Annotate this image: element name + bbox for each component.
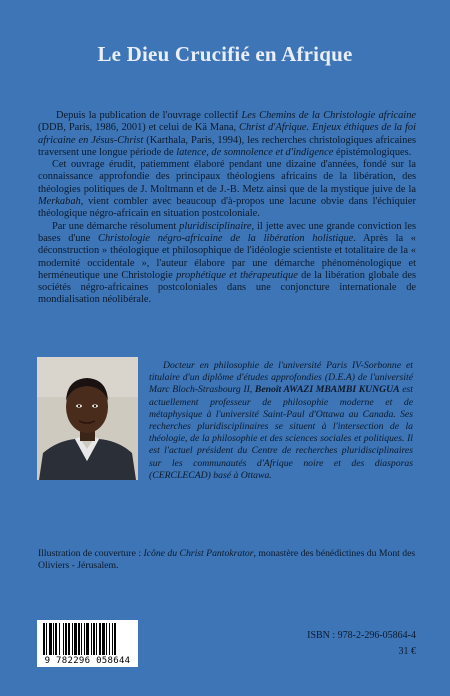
paragraph-1 [38, 110, 416, 159]
barcode-bar [106, 623, 107, 655]
text-run: Merkabah [38, 196, 81, 208]
barcode-bar [49, 623, 52, 655]
text-run: pluridisciplinaire [179, 220, 252, 232]
text-run: (DDB, Paris, 1986, 2001) et celui de Kä Mana, [38, 122, 240, 134]
paragraph-2 [38, 159, 416, 220]
paragraph-3 [38, 221, 416, 307]
text-run: Christ d'Afrique. Enjeux éthiques de la foi africaine en Jésus-Christ [38, 122, 416, 146]
text-run: latence, de somnolence et d'indigence [176, 146, 334, 158]
barcode-bar [114, 623, 116, 655]
text-run: Par une démarche résolument [52, 220, 180, 232]
text-run: épistémologiques. [333, 146, 412, 158]
barcode-bar [72, 623, 73, 655]
barcode-bar [99, 623, 101, 655]
barcode-bar [78, 623, 80, 655]
barcode-bar [46, 623, 47, 655]
text-run: Benoît AWAZI MBAMBI KUNGUA [254, 384, 400, 396]
text-run: prophétique et thérapeutique [176, 269, 298, 281]
back-cover-text [38, 110, 416, 307]
text-run: Les Chemins de la Christologie africaine [241, 110, 416, 121]
barcode-bar [68, 623, 70, 655]
barcode-bar [109, 623, 110, 655]
barcode-bar [59, 623, 60, 655]
text-run: Christologie négro-africaine de la libération holistique [98, 232, 354, 244]
author-photo [37, 357, 138, 480]
text-run: , vient combler avec beaucoup d'à-propos une lacune obvie dans l'échiquier théologique négro-africain en situation postcoloniale. [38, 196, 416, 220]
barcode-bar [96, 623, 97, 655]
text-run: (Karthala, Paris, 1994), les recherches christologiques africaines traversent une longue période de [38, 134, 416, 158]
barcode-bar [84, 623, 85, 655]
text-run: Depuis la publication de l'ouvrage collectif [56, 110, 242, 121]
isbn: ISBN : 978-2-296-05864-4 [307, 630, 416, 641]
barcode-bar [53, 623, 54, 655]
author-bio [149, 360, 413, 482]
text-run: . Après la « déconstruction » théologique et philosophique de l'idéologie scientiste et totalitaire de la « modernité occidentale », l'auteur élabore par une démarche phénoménologique et herméneutique une Christologie [38, 232, 416, 281]
barcode-bar [65, 623, 67, 655]
text-run: , il jette avec une grande conviction les bases d'une [38, 220, 416, 244]
cover-credit [38, 548, 418, 572]
barcode-bar [55, 623, 57, 655]
text-run: de la libération globale des sociétés négro-africaines postcoloniales dans une conjoncture internationale de mondialisation néolibérale. [38, 269, 417, 306]
barcode-bar [91, 623, 92, 655]
barcode-bar [63, 623, 64, 655]
barcode-bar [74, 623, 77, 655]
barcode-bar [102, 623, 105, 655]
credit-label: Illustration de couverture : [38, 548, 144, 559]
text-run: Cet ouvrage érudit, patiemment élaboré pendant une dizaine d'années, fondé sur la connaissance approfondie des principaux théologiens africains de la libération, des théologies politiques de J. Moltmann et de J.-B. Metz ainsi que de la mystique juive de la [38, 159, 416, 195]
text-run: Docteur en philosophie de l'université Paris IV-Sorbonne et titulaire d'un diplôme d'études approfondies (D.E.A) de l'université Marc Bloch-Strasbourg II, [149, 360, 413, 396]
barcode-bars [41, 623, 134, 657]
barcode-bar [93, 623, 95, 655]
book-title: Le Dieu Crucifié en Afrique [97, 42, 353, 66]
barcode-bar [43, 623, 45, 655]
barcode-bar [86, 623, 89, 655]
barcode [37, 620, 138, 667]
credit-location: , monastère des bénédictines du Mont des Oliviers - Jérusalem. [38, 548, 416, 572]
price: 31 € [398, 646, 416, 657]
credit-work-title: Icône du Christ Pantokrator [143, 548, 254, 559]
text-run: est actuellement professeur de philosophie moderne et de métaphysique à l'université Saint-Paul d'Ottawa au Canada. Ses recherches pluridisciplinaires se situent à l'intersection de la théologie, de la philosophie et des sciences sociales et politiques. Il est l'actuel président du Centre de recherches pluridisciplinaires sur les communautés d'Afrique noire et des diasporas (CERCLECAD) basé à Ottawa. [149, 384, 413, 481]
barcode-digits: 9 782296 058644 [44, 656, 131, 666]
barcode-bar [81, 623, 82, 655]
barcode-bar [112, 623, 113, 655]
